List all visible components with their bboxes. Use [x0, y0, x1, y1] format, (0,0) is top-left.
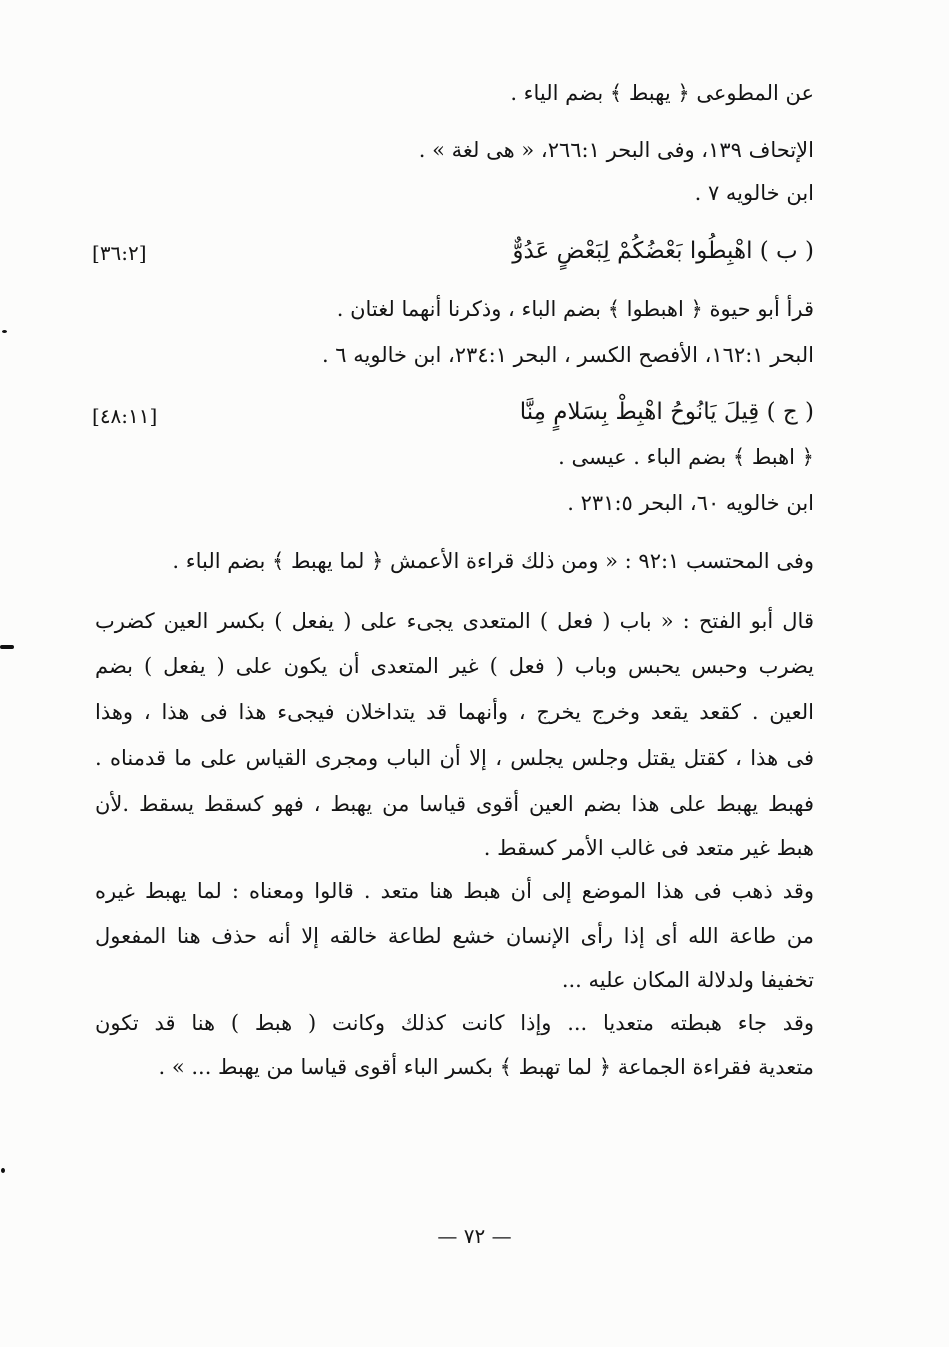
quran-verse-j: ( ج ) قِيلَ يَانُوحُ اهْبِطْ بِسَلامٍ مِنَّا	[519, 399, 814, 425]
text-line-18: من طاعة الله أى إذا رأى الإنسان خشع لطاعة خالقه إلا أنه حذف هنا المفعول	[95, 924, 814, 948]
quran-verse-b: ( ب ) اهْبِطُوا بَعْضُكُمْ لِبَعْضٍ عَدُوٌّ	[512, 238, 814, 264]
text-line-21: متعدية فقراءة الجماعة ﴿ لما تهبط ﴾ بكسر الباء أقوى قياسا من يهبط ... » .	[158, 1055, 814, 1079]
text-line-1: عن المطوعى ﴿ يهبط ﴾ بضم الياء .	[510, 81, 814, 105]
text-line-10: وفى المحتسب ٩٢:١ : « ومن ذلك قراءة الأعمش ﴿ لما يهبط ﴾ بضم الباء .	[172, 549, 814, 573]
text-line-6: البحر ١٦٢:١، الأفصح الكسر ، البحر ٢٣٤:١، ابن خالويه ٦ .	[321, 343, 814, 367]
text-line-11: قال أبو الفتح : « باب ( فعل ) المتعدى يجىء على ( يفعل ) بكسر العين كضرب	[95, 609, 814, 633]
text-line-5: قرأ أبو حيوة ﴿ اهبطوا ﴾ بضم الباء ، وذكرنا أنهما لغتان .	[336, 297, 814, 321]
text-line-20: وقد جاء هبطته متعديا ... وإذا كانت كذلك وكانت ( هبط ) هنا قد تكون	[95, 1011, 814, 1035]
scan-speck	[0, 645, 14, 649]
text-line-2: الإتحاف ١٣٩، وفى البحر ٢٦٦:١، « هى لغة » .	[418, 138, 814, 162]
text-line-12: يضرب وحبس يحبس وباب ( فعل ) غير المتعدى أن يكون على ( يفعل ) بضم	[95, 654, 814, 678]
text-line-3: ابن خالويه ٧ .	[694, 181, 814, 205]
verse-reference-b: [٣٦:٢]	[92, 241, 147, 265]
scan-speck	[2, 330, 7, 333]
text-line-16: هبط غير متعد فى غالب الأمر كسقط .	[483, 836, 814, 860]
page-number: — ٧٢ —	[437, 1224, 512, 1248]
text-line-17: وقد ذهب فى هذا الموضع إلى أن هبط هنا متعد . قالوا ومعناه : لما يهبط غيره	[95, 879, 814, 903]
text-line-13: العين . كقعد يقعد وخرج يخرج ، وأنهما قد يتداخلان فيجىء هذا فى هذا ، وهذا	[95, 700, 814, 724]
text-line-14: فى هذا ، كقتل يقتل وجلس يجلس ، إلا أن الباب ومجرى القياس على ما قدمناه .	[95, 746, 814, 770]
scan-speck	[1, 1168, 5, 1173]
text-line-8: ﴿ اهبط ﴾ بضم الباء . عيسى .	[558, 445, 814, 469]
text-line-19: تخفيفا ولدلالة المكان عليه ...	[561, 968, 814, 992]
text-line-15: فهبط يهبط على هذا بضم العين أقوى قياسا من يهبط ، فهو كسقط يسقط .لأن	[95, 792, 814, 816]
text-line-9: ابن خالويه ٦٠، البحر ٢٣١:٥ .	[567, 491, 814, 515]
verse-reference-j: [٤٨:١١]	[92, 404, 158, 428]
